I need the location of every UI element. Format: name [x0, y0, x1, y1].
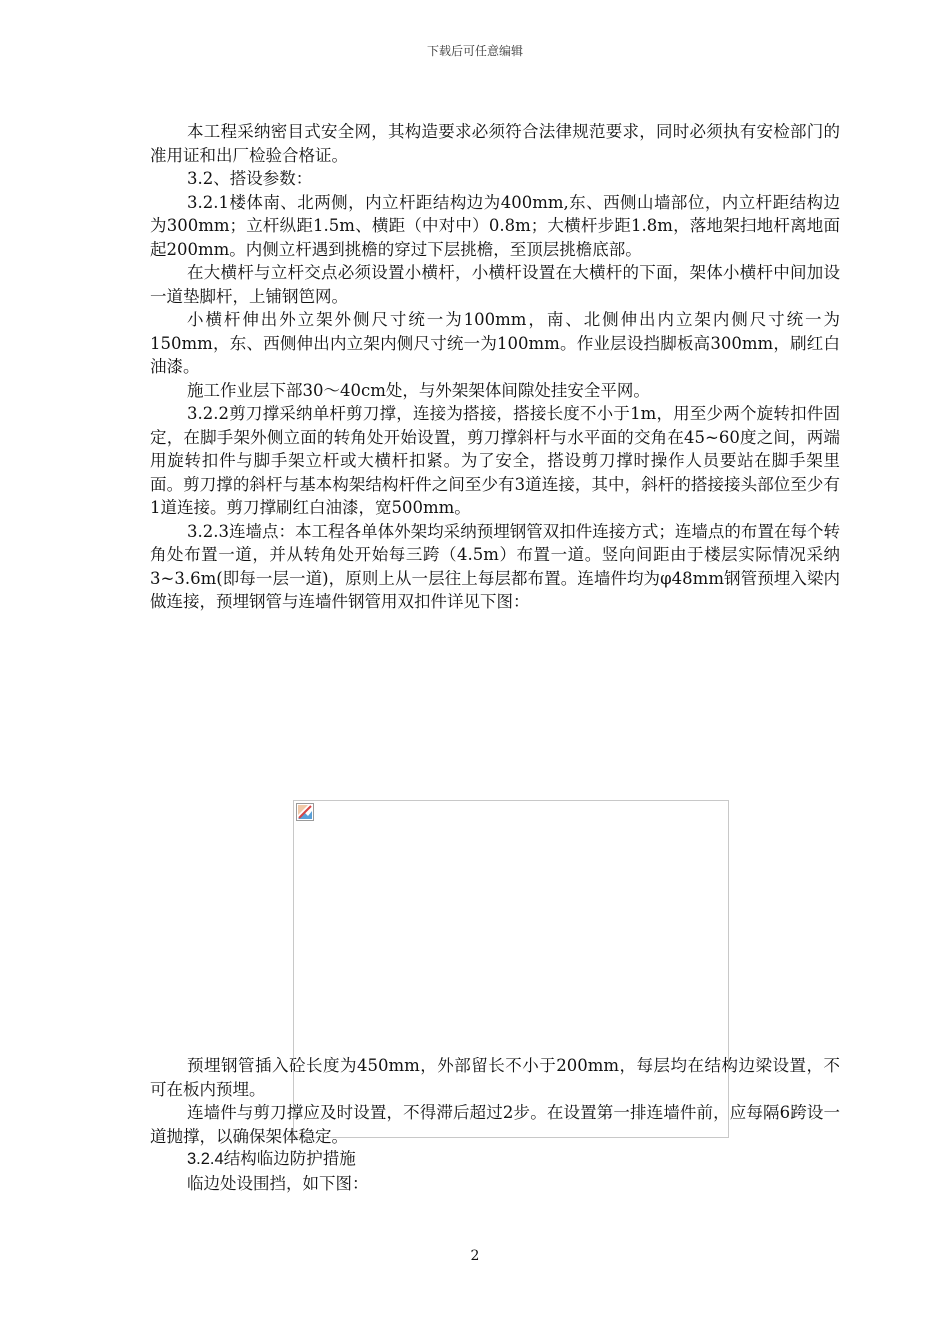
paragraph-wall-ties: 连墙件与剪刀撑应及时设置，不得滞后超过2步。在设置第一排连墙件前，应每隔6跨设一道抛撑，以确保架体稳定。 [150, 1103, 840, 1146]
page-number: 2 [470, 1248, 480, 1264]
page-header-note: 下载后可任意编辑 [426, 44, 523, 58]
paragraph-3-2-2: 3.2.2剪刀撑采纳单杆剪刀撑，连接为搭接，搭接长度不小于1m，用至少两个旋转扣件固定，在脚手架外侧立面的转角处开始设置，剪刀撑斜杆与水平面的交角在45~60度之间，两端用旋转扣件与脚手架立杆或大横杆扣紧。为了安全，搭设剪刀撑时操作人员要站在脚手架里面。剪刀撑的斜杆与基本构架结构杆件之间至少有3道连接，其中，斜杆的搭接接头部位至少有1道连接。剪刀撑刷红白油漆，宽500mm。 [150, 404, 840, 517]
document-body-bottom [150, 1054, 840, 1195]
document-body-top [150, 120, 840, 614]
paragraph-3-2-3: 3.2.3连墙点：本工程各单体外架均采纳预埋钢管双扣件连接方式；连墙点的布置在每个转角处布置一道，并从转角处开始每三跨（4.5m）布置一道。竖向间距由于楼层实际情况采纳3~3.6m(即每一层一道)，原则上从一层往上每层都布置。连墙件均为φ48mm钢管预埋入梁内做连接，预埋钢管与连墙件钢管用双扣件详见下图： [150, 521, 840, 611]
paragraph-embedded-pipe: 预埋钢管插入砼长度为450mm，外部留长不小于200mm，每层均在结构边梁设置，不可在板内预埋。 [150, 1056, 840, 1099]
paragraph-3-2-1: 3.2.1楼体南、北两侧，内立杆距结构边为400mm,东、西侧山墙部位，内立杆距结构边为300mm；立杆纵距1.5m、横距（中对中）0.8m；大横杆步距1.8m，落地架扫地杆离地面起200mm。内侧立杆遇到挑檐的穿过下层挑檐，至顶层挑檐底部。 [150, 192, 840, 259]
paragraph-small-crossbar: 在大横杆与立杆交点必须设置小横杆，小横杆设置在大横杆的下面，架体小横杆中间加设一道垫脚杆，上铺钢笆网。 [150, 263, 840, 306]
paragraph-edge-guard: 临边处设围挡，如下图： [187, 1173, 369, 1193]
paragraph-crossbar-extension: 小横杆伸出外立架外侧尺寸统一为100mm，南、北侧伸出内立架内侧尺寸统一为150mm，东、西侧伸出内立架内侧尺寸统一为100mm。作业层设挡脚板高300mm，刷红白油漆。 [150, 310, 840, 376]
paragraph-safety-flat-net: 施工作业层下部30～40cm处，与外架架体间隙处挂安全平网。 [187, 380, 650, 400]
section-heading-3-2: 3.2、搭设参数： [187, 169, 313, 188]
broken-image-icon [296, 803, 314, 821]
section-heading-3-2-4: 3.2.4结构临边防护措施 [187, 1150, 356, 1168]
paragraph-safety-net: 本工程采纳密目式安全网，其构造要求必须符合法律规范要求，同时必须执有安检部门的准用证和出厂检验合格证。 [150, 122, 840, 165]
